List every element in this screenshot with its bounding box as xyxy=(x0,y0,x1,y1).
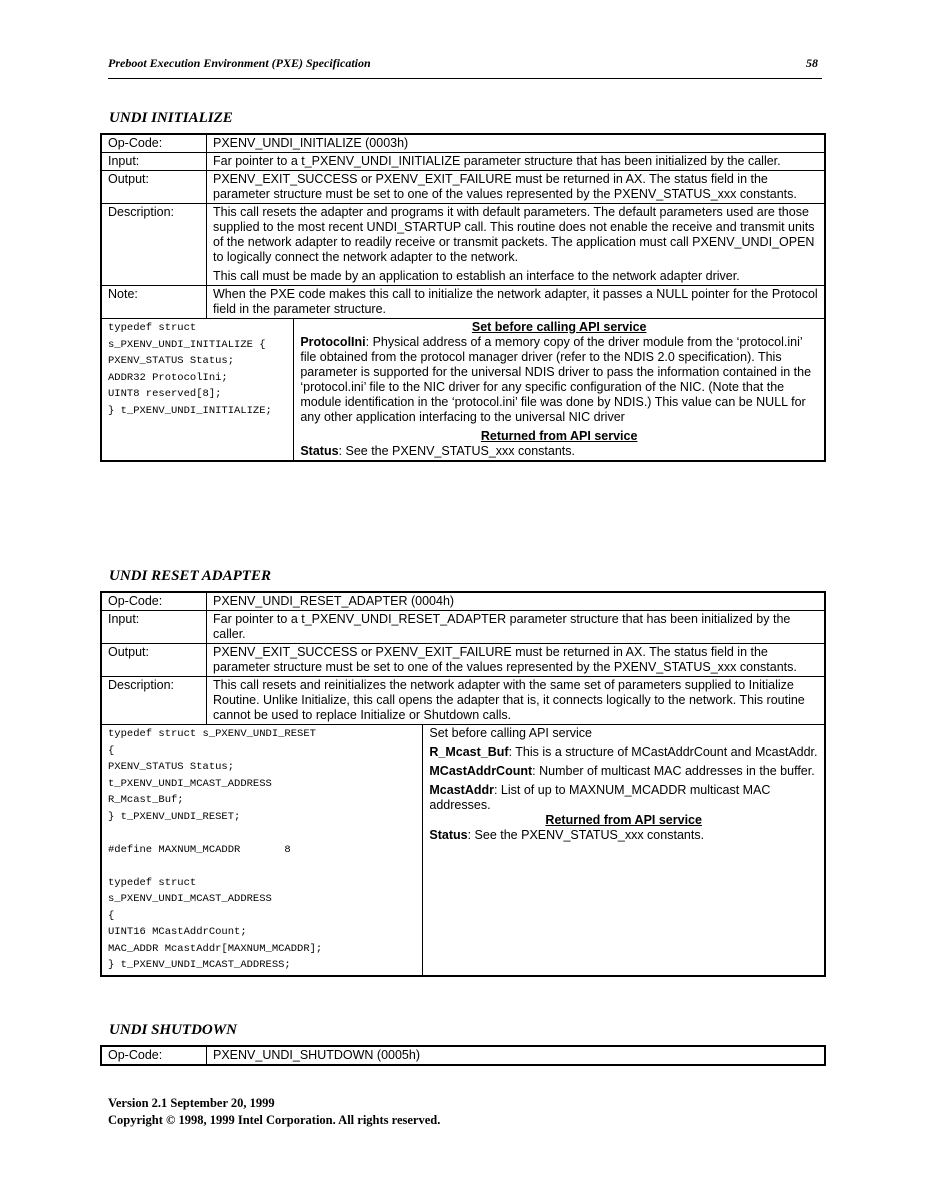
struct-code-block xyxy=(101,319,294,462)
undi-initialize-table xyxy=(100,133,826,462)
table-row xyxy=(101,134,825,153)
row-label: Description: xyxy=(101,204,207,286)
row-label: Input: xyxy=(101,153,207,171)
row-value: When the PXE code makes this call to initialize the network adapter, it passes a NULL pointer for the Protocol field in the parameter structure. xyxy=(207,286,826,319)
row-value xyxy=(207,204,826,286)
header-rule xyxy=(108,78,822,79)
code-line: { xyxy=(108,744,115,757)
table-row xyxy=(101,1046,825,1065)
running-header xyxy=(108,56,818,71)
section-title-undi-shutdown: UNDI SHUTDOWN xyxy=(109,1022,237,1038)
row-value: PXENV_UNDI_INITIALIZE (0003h) xyxy=(207,134,826,153)
table-row xyxy=(101,286,825,319)
code-line: PXENV_STATUS Status; xyxy=(108,355,235,367)
section-title-undi-reset-adapter: UNDI RESET ADAPTER xyxy=(109,568,271,584)
row-label: Output: xyxy=(101,171,207,204)
set-before-heading: Set before calling API service xyxy=(471,320,647,334)
row-value: PXENV_EXIT_SUCCESS or PXENV_EXIT_FAILURE must be returned in AX. The status field in the parameter structure must be set to one of the values represented by the PXENV_STATUS_xxx constants. xyxy=(207,171,826,204)
table-row xyxy=(101,725,825,976)
description-paragraph: This call must be made by an application to establish an interface to the network adapter driver. xyxy=(213,269,740,283)
param-term: R_Mcast_Buf xyxy=(429,745,509,759)
returned-from-heading: Returned from API service xyxy=(545,813,702,827)
description-paragraph: This call resets the adapter and programs it with default parameters. The default parameters used are those supplied to the most recent UNDI_STARTUP call. This routine does not enable the receive and transmit units of the network adapter to readily receive or transmit packets. The application must call PXENV_UNDI_OPEN to logically connect the network adapter to the network. xyxy=(213,205,815,264)
section-title-undi-initialize: UNDI INITIALIZE xyxy=(109,110,233,126)
param-status xyxy=(300,444,818,459)
undi-reset-adapter-table xyxy=(100,591,826,977)
code-line: MAC_ADDR McastAddr[MAXNUM_MCADDR]; xyxy=(108,942,323,955)
param-desc: : List of up to MAXNUM_MCADDR multicast MAC addresses. xyxy=(429,783,771,812)
param-desc: : See the PXENV_STATUS_xxx constants. xyxy=(338,444,575,458)
code-line: typedef struct xyxy=(108,876,197,889)
param-mcastaddr xyxy=(429,783,818,813)
copyright-line: Copyright © 1998, 1999 Intel Corporation. All rights reserved. xyxy=(108,1113,441,1127)
row-label: Op-Code: xyxy=(101,134,207,153)
parameter-description xyxy=(294,319,825,462)
row-label: Op-Code: xyxy=(101,1046,207,1065)
code-line: typedef struct xyxy=(108,322,197,334)
param-mcastaddrcount xyxy=(429,764,818,779)
code-line: s_PXENV_UNDI_MCAST_ADDRESS xyxy=(108,893,272,905)
code-line: } t_PXENV_UNDI_MCAST_ADDRESS; xyxy=(108,959,291,971)
set-before-heading: Set before calling API service xyxy=(429,726,592,740)
param-status xyxy=(429,828,818,843)
code-line: PXENV_STATUS Status; xyxy=(108,761,235,773)
row-value: PXENV_UNDI_RESET_ADAPTER (0004h) xyxy=(207,592,826,611)
table-row xyxy=(101,204,825,286)
row-label: Output: xyxy=(101,644,207,677)
struct-code-block xyxy=(101,725,423,976)
page-number: 58 xyxy=(806,56,818,70)
param-desc: : Number of multicast MAC addresses in the buffer. xyxy=(532,764,815,778)
table-row xyxy=(101,171,825,204)
param-term: ProtocolIni xyxy=(300,335,366,349)
table-row xyxy=(101,677,825,725)
param-term: McastAddr xyxy=(429,783,494,797)
code-line: } t_PXENV_UNDI_RESET; xyxy=(108,810,241,823)
code-line: s_PXENV_UNDI_INITIALIZE { xyxy=(108,338,266,351)
code-line: UINT8 reserved[8]; xyxy=(108,388,222,400)
code-line: #define MAXNUM_MCADDR 8 xyxy=(108,843,291,856)
header-title: Preboot Execution Environment (PXE) Specification xyxy=(108,56,371,70)
param-term: Status xyxy=(300,444,339,458)
param-desc: : See the PXENV_STATUS_xxx constants. xyxy=(467,828,705,842)
table-row xyxy=(101,592,825,611)
row-value: PXENV_EXIT_SUCCESS or PXENV_EXIT_FAILURE must be returned in AX. The status field in the parameter structure must be set to one of the values represented by the PXENV_STATUS_xxx constants. xyxy=(207,644,826,677)
param-term: Status xyxy=(429,828,468,842)
row-value: Far pointer to a t_PXENV_UNDI_INITIALIZE parameter structure that has been initialized by the caller. xyxy=(207,153,826,171)
param-r-mcast-buf xyxy=(429,745,818,760)
undi-shutdown-table xyxy=(100,1045,826,1066)
code-line xyxy=(108,825,416,842)
row-value: This call resets and reinitializes the network adapter with the same set of parameters supplied to Initialize Routine. Unlike Initialize, this call opens the adapter that is, it connects logically to the network. This routine cannot be used to replace Initialize or Shutdown calls. xyxy=(207,677,826,725)
param-desc: : This is a structure of MCastAddrCount and McastAddr. xyxy=(508,745,818,759)
code-line: typedef struct s_PXENV_UNDI_RESET xyxy=(108,728,316,740)
returned-from-heading: Returned from API service xyxy=(480,429,638,443)
code-line xyxy=(108,858,416,875)
table-row xyxy=(101,611,825,644)
code-line: { xyxy=(108,909,115,922)
param-term: MCastAddrCount xyxy=(429,764,533,778)
param-protocolini xyxy=(300,335,818,425)
row-label: Op-Code: xyxy=(101,592,207,611)
table-row xyxy=(101,644,825,677)
param-desc: : Physical address of a memory copy of the driver module from the ‘protocol.ini’ file obtained from the protocol manager driver (refer to the NDIS 2.0 specification). This parameter is supported for the universal NDIS driver to pass the information contained in the ‘protocol.ini’ file to the NIC driver for any specific configuration of the NIC. (Note that the module identification in the ‘protocol.ini’ file was done by NDIS.) This value can be NULL for any other application interfacing to the universal NIC driver xyxy=(300,335,812,424)
version-line: Version 2.1 September 20, 1999 xyxy=(108,1096,275,1110)
parameter-description xyxy=(423,725,825,976)
code-line: ADDR32 ProtocolIni; xyxy=(108,371,228,384)
page-footer xyxy=(108,1095,440,1129)
row-value: PXENV_UNDI_SHUTDOWN (0005h) xyxy=(207,1046,826,1065)
row-value: Far pointer to a t_PXENV_UNDI_RESET_ADAPTER parameter structure that has been initialized by the caller. xyxy=(207,611,826,644)
table-row xyxy=(101,319,825,462)
code-line: } t_PXENV_UNDI_INITIALIZE; xyxy=(108,404,272,417)
code-line: R_Mcast_Buf; xyxy=(108,794,184,806)
row-label: Description: xyxy=(101,677,207,725)
code-line: t_PXENV_UNDI_MCAST_ADDRESS xyxy=(108,777,272,790)
row-label: Input: xyxy=(101,611,207,644)
code-line: UINT16 MCastAddrCount; xyxy=(108,926,247,938)
row-label: Note: xyxy=(101,286,207,319)
table-row xyxy=(101,153,825,171)
